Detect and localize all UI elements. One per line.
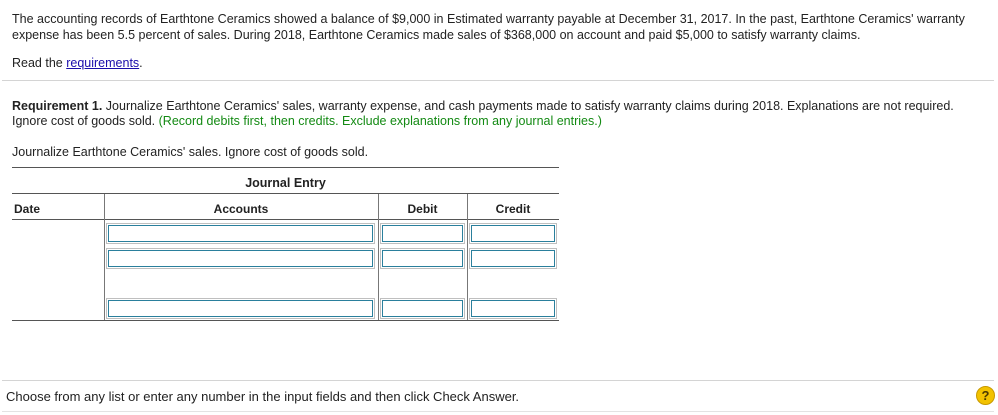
debit-input-row-2[interactable]: [382, 250, 463, 267]
header-rule: [12, 219, 559, 220]
debit-input-row-3[interactable]: [382, 300, 463, 317]
divider: [2, 80, 994, 81]
header-debit: Debit: [407, 202, 438, 216]
table-top-rule: [12, 167, 559, 168]
read-suffix: .: [139, 56, 143, 70]
requirement-instruction: (Record debits first, then credits. Exclude explanations from any journal entries.): [158, 114, 602, 128]
bottom-divider: [2, 411, 994, 412]
account-input-row-1[interactable]: [108, 225, 373, 242]
header-accounts: Accounts: [213, 202, 269, 216]
requirement-body: Journalize Earthtone Ceramics' sales, warranty expense, and cash payments made to satisfy warranty claims during 2018. Explanations are not required. Ignore cost of goods sold.: [12, 99, 954, 128]
account-input-row-3[interactable]: [108, 300, 373, 317]
credit-input-row-3[interactable]: [471, 300, 555, 317]
header-credit: Credit: [495, 202, 531, 216]
requirement-label: Requirement 1.: [12, 99, 103, 113]
account-input-row-2[interactable]: [108, 250, 373, 267]
column-divider: [378, 194, 379, 321]
column-divider: [467, 194, 468, 321]
credit-input-row-1[interactable]: [471, 225, 555, 242]
header-date: Date: [14, 202, 41, 216]
column-divider: [104, 194, 105, 321]
footer-instruction: Choose from any list or enter any number in the input fields and then click Check Answer.: [6, 389, 520, 404]
requirement-text: [12, 99, 972, 129]
task-text: Journalize Earthtone Ceramics' sales. Ignore cost of goods sold.: [12, 145, 369, 159]
footer-divider: [2, 380, 994, 381]
table-bottom-rule: [12, 320, 559, 321]
journal-entry-title: Journal Entry: [245, 176, 326, 190]
read-prefix: Read the: [12, 56, 67, 70]
debit-input-row-1[interactable]: [382, 225, 463, 242]
read-requirements-line: [12, 56, 143, 70]
help-icon[interactable]: ?: [976, 386, 995, 405]
credit-input-row-2[interactable]: [471, 250, 555, 267]
requirements-link[interactable]: requirements: [66, 56, 140, 70]
problem-intro: The accounting records of Earthtone Ceramics showed a balance of $9,000 in Estimated warranty payable at December 31, 2017. In the past, Earthtone Ceramics' warranty expense has been 5.5 percent of sales. During 2018, Earthtone Ceramics made sales of $368,000 on account and paid $5,000 to satisfy warranty claims.: [12, 12, 965, 42]
title-rule: [12, 193, 559, 194]
